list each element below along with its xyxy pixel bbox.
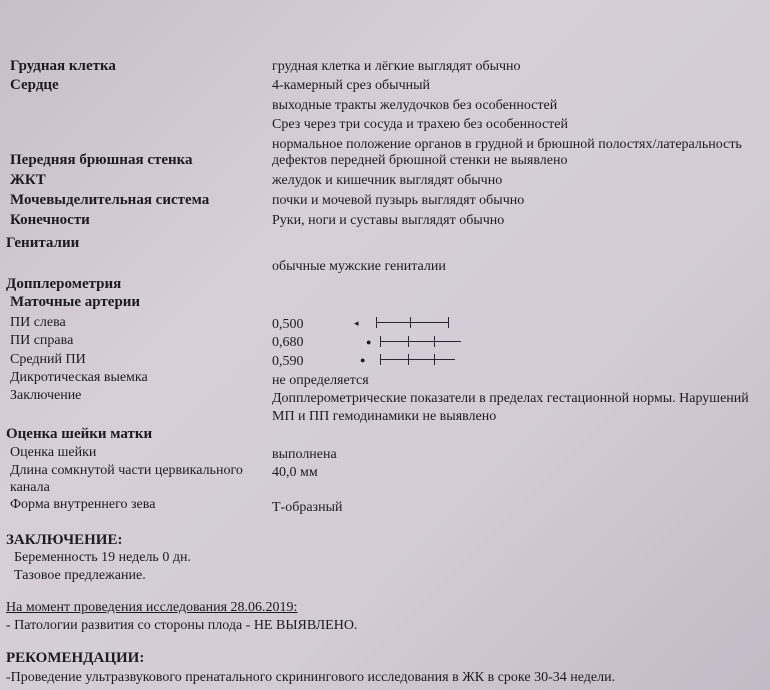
scale-line	[380, 359, 455, 360]
section-label-limbs: Конечности	[10, 212, 90, 228]
limbs-value: Руки, ноги и суставы выглядят обычно	[272, 213, 505, 228]
pi-marker-dot: ●	[360, 355, 366, 365]
section-label-urinary: Мочевыделительная система	[10, 192, 210, 208]
pi-scale-mean	[360, 353, 455, 367]
section-label-genitalia: Гениталии	[6, 235, 80, 251]
section-label-abdominal-wall: Передняя брюшная стенка	[10, 152, 193, 168]
cervix-length-value: 40,0 мм	[272, 465, 318, 480]
scale-line	[380, 341, 461, 342]
exam-result-line: - Патологии развития со стороны плода - НЕ ВЫЯВЛЕНО.	[6, 618, 358, 633]
scale-tick	[434, 336, 435, 347]
cervix-length-label: Длина сомкнутой части цервикального	[10, 463, 243, 478]
cervix-assessment-label: Оценка шейки	[10, 445, 97, 460]
scale-tick	[380, 336, 381, 347]
pi-scale-right	[366, 335, 461, 349]
scale-tick	[408, 336, 409, 347]
gi-value: желудок и кишечник выглядят обычно	[272, 173, 503, 188]
conclusion-title: ЗАКЛЮЧЕНИЕ:	[6, 532, 123, 548]
pi-marker-triangle: ◂	[354, 318, 359, 328]
section-label-chest: Грудная клетка	[10, 58, 116, 74]
scale-tick	[376, 317, 377, 328]
scale-tick	[410, 317, 411, 328]
doppler-row-label: Средний ПИ	[10, 352, 86, 367]
doppler-row-value: 0,590	[272, 354, 304, 369]
urinary-value: почки и мочевой пузырь выглядят обычно	[272, 193, 525, 208]
doppler-row-label: ПИ слева	[10, 315, 66, 330]
conclusion-line: Беременность 19 недель 0 дн.	[14, 550, 191, 565]
pi-marker-dot: ●	[366, 337, 372, 347]
recommendations-line: -Проведение ультразвукового пренатального скринингового исследования в ЖК в сроке 30-34 недели.	[6, 670, 616, 685]
heart-value-2: выходные тракты желудочков без особенностей	[272, 98, 558, 113]
doppler-row-label: ПИ справа	[10, 333, 74, 348]
cervix-title: Оценка шейки матки	[6, 426, 153, 442]
genitalia-value: обычные мужские гениталии	[272, 259, 446, 274]
section-label-heart: Сердце	[10, 77, 59, 93]
cervix-os-label: Форма внутреннего зева	[10, 497, 156, 512]
doppler-conclusion-line1: Допплерометрические показатели в пределах гестационной нормы. Нарушений	[272, 391, 749, 406]
dicrotic-label: Дикротическая выемка	[10, 370, 148, 385]
doppler-title: Допплерометрия	[6, 276, 122, 292]
exam-date-heading: На момент проведения исследования 28.06.2019:	[6, 600, 298, 615]
pi-scale-left	[354, 316, 449, 330]
doppler-conclusion-line2: МП и ПП гемодинамики не выявлено	[272, 409, 497, 424]
cervix-os-value: Т-образный	[272, 500, 343, 515]
dicrotic-value: не определяется	[272, 373, 369, 388]
abdominal-wall-value: дефектов передней брюшной стенки не выявлено	[272, 153, 568, 168]
scale-tick	[434, 354, 435, 365]
heart-value-3: Срез через три сосуда и трахею без особенностей	[272, 117, 569, 132]
doppler-conclusion-label: Заключение	[10, 388, 82, 403]
scale-tick	[380, 354, 381, 365]
section-label-gi: ЖКТ	[10, 172, 46, 188]
scale-tick	[408, 354, 409, 365]
cervix-assessment-value: выполнена	[272, 447, 337, 462]
conclusion-line: Тазовое предлежание.	[14, 568, 146, 583]
doppler-row-value: 0,680	[272, 335, 304, 350]
doppler-row-value: 0,500	[272, 317, 304, 332]
heart-value-1: 4-камерный срез обычный	[272, 78, 431, 93]
recommendations-title: РЕКОМЕНДАЦИИ:	[6, 650, 145, 666]
chest-value: грудная клетка и лёгкие выглядят обычно	[272, 59, 521, 74]
scale-tick	[448, 317, 449, 328]
cervix-length-label-cont: канала	[10, 480, 50, 495]
scale-line	[376, 322, 449, 323]
heart-value-4: нормальное положение органов в грудной и брюшной полостях/латеральность	[272, 137, 742, 152]
doppler-subtitle: Маточные артерии	[10, 294, 141, 310]
